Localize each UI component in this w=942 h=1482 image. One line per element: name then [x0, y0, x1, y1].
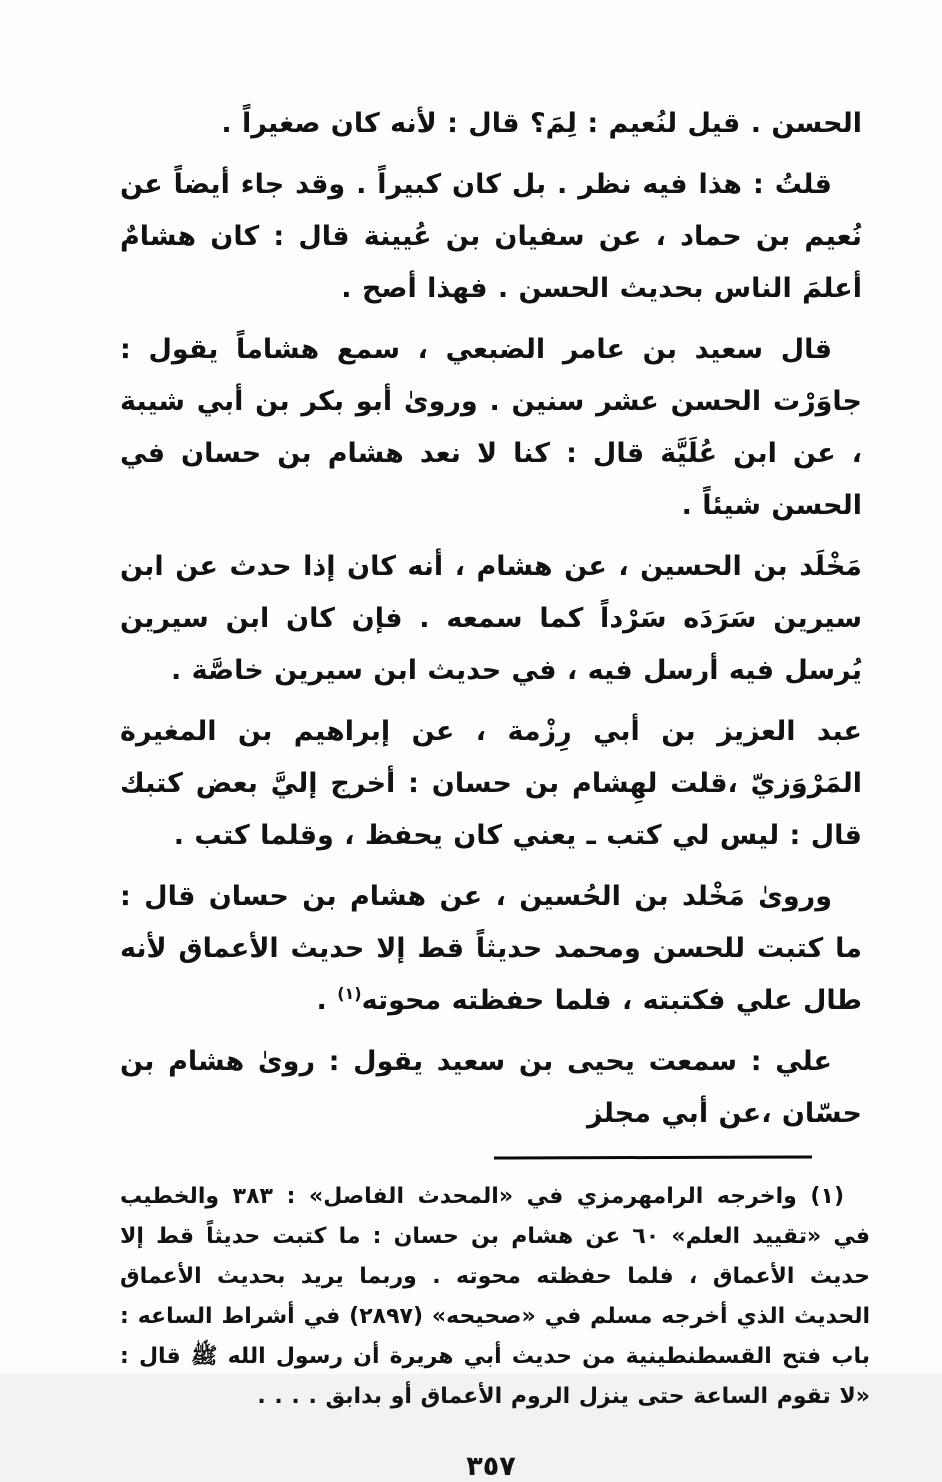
body-paragraph-continuation: الحسن . قيل لنُعيم : لِمَ؟ قال : لأنه كان صغيراً . [221, 108, 862, 139]
body-paragraph: قلتُ : هذا فيه نظر . بل كان كبيراً . وقد جاء أيضاً عن نُعيم بن حماد ، عن سفيان بن عُيينة قال : كان هشامٌ أعلمَ الناس بحديث الحسن . فهذا أصح . [120, 169, 862, 304]
paragraph-end-punctuation: . [316, 985, 338, 1016]
body-paragraph: علي : سمعت يحيى بن سعيد يقول : روىٰ هشام بن حسّان ،عن أبي مجلز [120, 1046, 862, 1129]
footnote-text: (١) واخرجه الرامهرمزي في «المحدث الفاصل» : ٣٨٣ والخطيب في «تقييد العلم» ٦٠ عن هشام بن حسان : ما كتبت حديثاً قط إلا حديث الأعماق ، فلما حفظته محوته . وربما يريد بحديث الأعماق الحديث الذي أخرجه مسلم في «صحيحه» (٢٨٩٧) في أشراط الساعه : باب فتح القسطنطينية من حديث أبي هريرة أن رسول الله ﷺ قال : «لا تقوم الساعة حتى ينزل الروم الأعماق أو بدابق . . . . [120, 1184, 870, 1409]
footnote-section [120, 1177, 870, 1417]
main-text [120, 98, 862, 1140]
body-paragraph: قال سعيد بن عامر الضبعي ، سمع هشاماً يقول : جاوَرْت الحسن عشر سنين . وروىٰ أبو بكر بن أبي شيبة ، عن ابن عُلَيَّة قال : كنا لا نعد هشام بن حسان في الحسن شيئاً . [120, 334, 862, 521]
body-paragraph: عبد العزيز بن أبي رِزْمة ، عن إبراهيم بن المغيرة المَرْوَزيّ ،قلت لهِشام بن حسان : أخرج إليَّ بعض كتبك قال : ليس لي كتب ـ يعني كان يحفظ ، وقلما كتب . [120, 716, 862, 851]
body-paragraph-with-footnote [120, 871, 862, 1027]
paragraph-text: وروىٰ مَخْلد بن الحُسين ، عن هشام بن حسان قال : ما كتبت للحسن ومحمد حديثاً قط إلا حديث الأعماق لأنه طال علي فكتبته ، فلما حفظته محوته [120, 881, 862, 1016]
page-number: ٣٥٧ [466, 1451, 516, 1482]
footnote-reference-marker: (١) [337, 984, 362, 1003]
body-paragraph: مَخْلَد بن الحسين ، عن هشام ، أنه كان إذا حدث عن ابن سيرين سَرَدَه سَرْداً كما سمعه . فإن كان ابن سيرين يُرسل فيه أرسل فيه ، في حديث ابن سيرين خاصَّة . [120, 551, 862, 686]
footnote-separator-rule [494, 1155, 812, 1159]
